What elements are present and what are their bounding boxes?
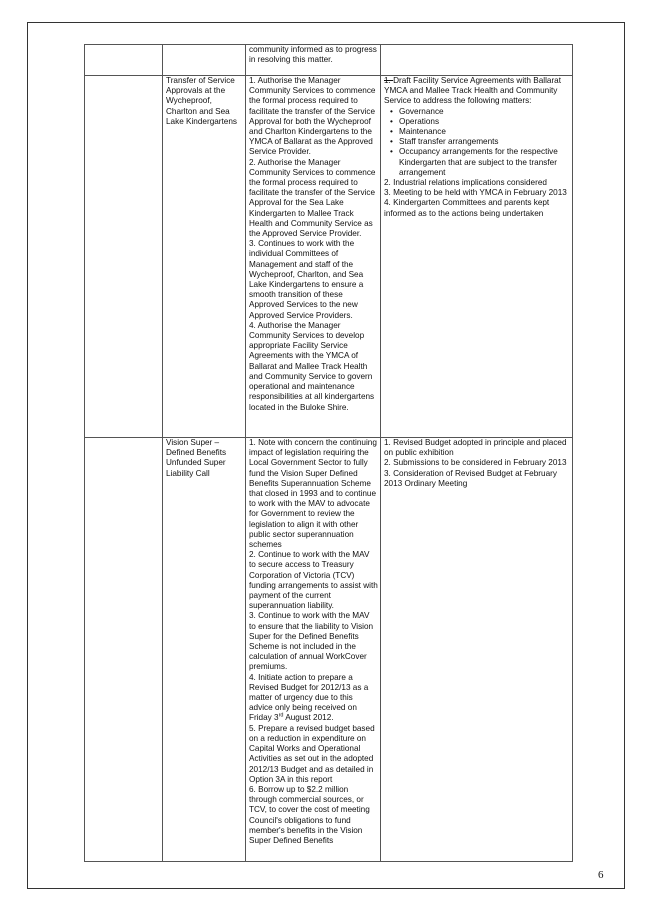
blank-cell <box>85 45 163 76</box>
action-paragraph: 2. Submissions to be considered in February 2013 <box>384 458 567 468</box>
decision-paragraph: 6. Borrow up to $2.2 million through commercial sources, or TCV, to cover the cost of meeting Council's obligations to fund member's benefits in the Vision Super Defined Benefits <box>249 784 370 845</box>
list-item: • Maintenance <box>393 127 570 137</box>
ordinal-suffix: rd <box>278 712 284 719</box>
action-intro: Draft Facility Service Agreements with Ballarat YMCA and Mallee Track Health and Community Service to address the following matters: <box>384 76 562 106</box>
action-paragraph: 4. Kindergarten Committees and parents kept informed as to the actions being undertaken <box>384 198 550 218</box>
action-paragraph: 2. Industrial relations implications considered <box>384 178 547 188</box>
action-paragraph <box>384 76 570 107</box>
decision-paragraph: 2. Authorise the Manager Community Services to commence the formal process required to facilitate the transfer of the Service Approval for the Sea Lake Kindergarten to Mallee Track Health and Community Service as the Approved Service Provider. <box>249 157 376 239</box>
topic-cell: Transfer of Service Approvals at the Wycheproof, Charlton and Sea Lake Kindergartens <box>163 76 246 438</box>
blank-cell <box>85 438 163 862</box>
decision-cell <box>246 438 381 862</box>
list-item: • Governance <box>393 107 570 117</box>
decision-paragraph: 4. Authorise the Manager Community Services to develop appropriate Facility Service Agreements with the YMCA of Ballarat and Mallee Track Health and Community Service to govern operational and maintenance responsibilities at all kindergartens located in the Buloke Shire. <box>249 320 375 412</box>
list-item: • Staff transfer arrangements <box>393 137 570 147</box>
page-number: 6 <box>598 869 604 881</box>
topic-cell: Vision Super – Defined Benefits Unfunded Super Liability Call <box>163 438 246 862</box>
decision-paragraph: 5. Prepare a revised budget based on a reduction in expenditure on Capital Works and Operational Activities as set out in the adopted 2012/13 Budget and as detailed in Option 3A in this report <box>249 723 375 784</box>
action-paragraph: 1. Revised Budget adopted in principle and placed on public exhibition <box>384 438 567 458</box>
decision-paragraph: 1. Note with concern the continuing impact of legislation requiring the Local Government Sector to fully fund the Vision Super Defined Benefits Superannuation Scheme that closed in 1993 and to continue to work with the MAV to advocate for Government to review the legislation to align it with other public sector superannuation schemes <box>249 438 377 550</box>
table-row <box>85 45 573 76</box>
decision-cell <box>246 76 381 438</box>
table-row <box>85 438 573 862</box>
table-row <box>85 76 573 438</box>
blank-cell <box>85 76 163 438</box>
decision-paragraph: 2. Continue to work with the MAV to secure access to Treasury Corporation of Victoria (TCV) funding arrangements to assist with payment of the current superannuation liability. <box>249 550 378 611</box>
action-cell <box>381 76 573 438</box>
topic-cell <box>163 45 246 76</box>
action-paragraph: 3. Consideration of Revised Budget at February 2013 Ordinary Meeting <box>384 468 557 488</box>
deleted-number: 1. <box>384 76 394 85</box>
decision-cell <box>246 45 381 76</box>
decision-paragraph: 3. Continues to work with the individual Committees of Management and staff of the Wycheproof, Charlton, and Sea Lake Kindergartens to ensure a smooth transition of these Approved Services to the new Approved Service Providers. <box>249 239 364 320</box>
decision-paragraph: 3. Continue to work with the MAV to ensure that the liability to Vision Super for the Defined Benefits Scheme is not included in the calculation of annual WorkCover premiums. <box>249 611 374 672</box>
action-bullet-list <box>384 107 570 178</box>
list-item: • Operations <box>393 117 570 127</box>
council-actions-table <box>84 44 573 862</box>
list-item: • Occupancy arrangements for the respective Kindergarten that are subject to the transfer arrangement <box>393 147 570 178</box>
decision-text-tail: August 2012. <box>283 713 334 723</box>
decision-paragraph: 1. Authorise the Manager Community Services to commence the formal process required to facilitate the transfer of the Service Approval for both the Wycheproof and Charlton Kindergartens to the YMCA of Ballarat as the Approved Service Provider. <box>249 76 376 157</box>
action-paragraph: 3. Meeting to be held with YMCA in February 2013 <box>384 188 567 198</box>
action-cell <box>381 45 573 76</box>
action-cell <box>381 438 573 862</box>
decision-paragraph: community informed as to progress in resolving this matter. <box>249 45 377 65</box>
decision-paragraph <box>249 673 378 724</box>
decision-text: 4. Initiate action to prepare a Revised Budget for 2012/13 as a matter of urgency due to this advice only being received on Friday 3 <box>249 672 369 723</box>
